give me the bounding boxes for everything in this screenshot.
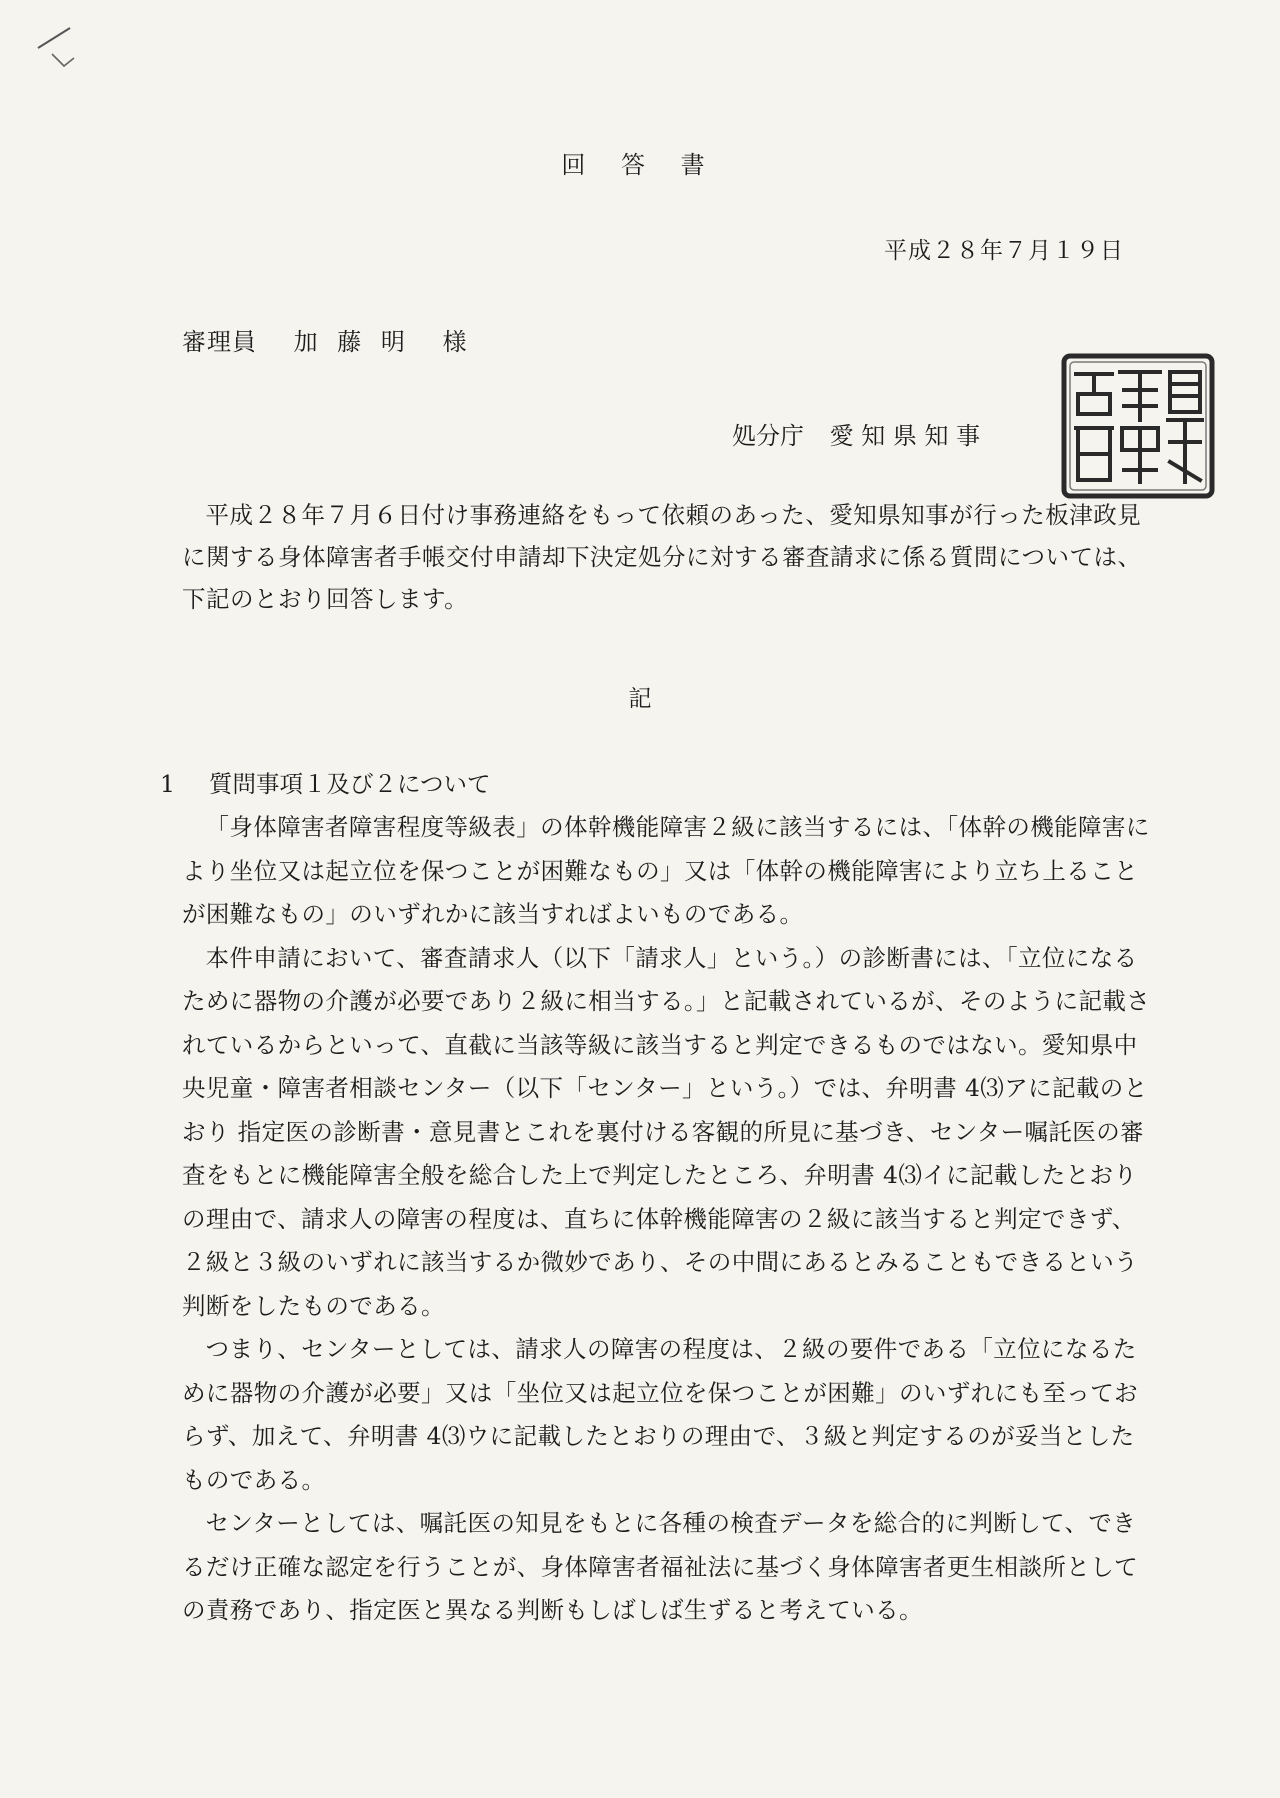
section-number: 1 [160, 770, 175, 798]
addressee-name: 加 藤 明 [293, 328, 406, 356]
ki-heading: 記 [628, 686, 652, 712]
section-heading [160, 765, 490, 799]
sender-name: 愛 知 県 知 事 [829, 422, 981, 450]
section-body [182, 806, 1157, 1633]
sender [732, 416, 998, 451]
section-title: 質問事項１及び２について [208, 770, 491, 798]
sender-role: 処分庁 [732, 422, 804, 450]
addressee-role: 審理員 [182, 328, 257, 356]
paragraph: 本件申請において、審査請求人（以下「請求人」という。）の診断書には、「立位になるために器物の介護が必要であり２級に相当する。」と記載されているが、そのように記載されているからといって、直截に当該等級に該当すると判定できるものではない。愛知県中央児童・障害者相談センター（以下「センター」という。）では、弁明書 4⑶アに記載のとおり 指定医の診断書・意見書とこれを裏付ける客観的所見に基づき、センター嘱託医の審査をもとに機能障害全般を総合した上で判定したところ、弁明書 4⑶イに記載したとおりの理由で、請求人の障害の程度は、直ちに体幹機能障害の２級に該当すると判定できず、２級と３級のいずれに該当するか微妙であり、その中間にあるとみることもできるという判断をしたものである。 [182, 943, 1151, 1320]
document-date: 平成２８年７月１９日 [884, 238, 1124, 264]
addressee-honorific: 様 [442, 328, 468, 356]
intro-paragraph: 平成２８年７月６日付け事務連絡をもって依頼のあった、愛知県知事が行った板津政見に関する身体障害者手帳交付申請却下決定処分に対する審査請求に係る質問については、下記のとおり回答します。 [182, 501, 1142, 613]
addressee [182, 322, 486, 357]
official-seal-stamp [1058, 350, 1218, 502]
paragraph: センターとしては、嘱託医の知見をもとに各種の検査データを総合的に判断して、できるだけ正確な認定を行うことが、身体障害者福祉法に基づく身体障害者更生相談所としての責務であり、指定医と異なる判断もしばしば生ずると考えている。 [182, 1509, 1138, 1624]
paragraph: 「身体障害者障害程度等級表」の体幹機能障害２級に該当するには、「体幹の機能障害により坐位又は起立位を保つことが困難なもの」又は「体幹の機能障害により立ち上ることが困難なもの」のいずれかに該当すればよいものである。 [182, 813, 1150, 928]
document-title: 回 答 書 [561, 151, 719, 179]
pen-stroke-mark [30, 18, 100, 78]
paragraph: つまり、センターとしては、請求人の障害の程度は、２級の要件である「立位になるために器物の介護が必要」又は「坐位又は起立位を保つことが困難」のいずれにも至っておらず、加えて、弁明書 4⑶ウに記載したとおりの理由で、３級と判定するのが妥当としたものである。 [182, 1335, 1138, 1494]
